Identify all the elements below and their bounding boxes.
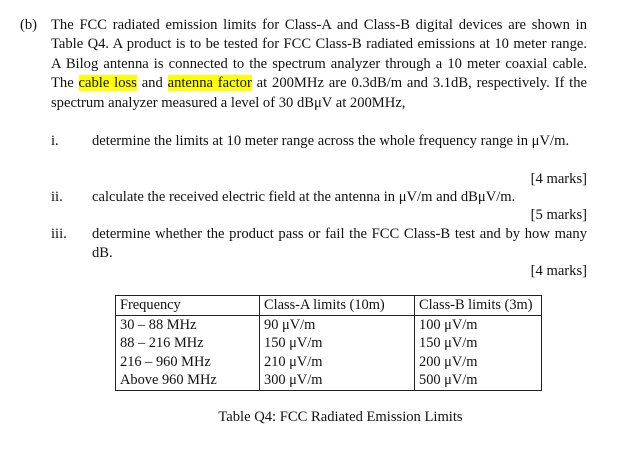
- table-cell: 150 μV/m: [260, 334, 415, 353]
- table-row: [116, 315, 542, 334]
- subquestion-text: determine the limits at 10 meter range across the whole frequency range in μV/m.: [92, 133, 570, 149]
- table-header-cell: Frequency: [116, 296, 260, 316]
- subquestion-number: ii.: [51, 189, 63, 205]
- question-label: (b): [20, 17, 38, 33]
- table-cell: 150 μV/m: [415, 334, 542, 353]
- table-cell: 90 μV/m: [260, 315, 415, 334]
- emission-limits-table: [115, 295, 542, 391]
- subquestion-number: i.: [51, 133, 59, 149]
- table-cell: 216 – 960 MHz: [116, 353, 260, 372]
- highlight-antenna-factor: antenna factor: [167, 75, 252, 92]
- table-header-cell: Class-A limits (10m): [260, 296, 415, 316]
- table-cell: 30 – 88 MHz: [116, 315, 260, 334]
- table-caption: Table Q4: FCC Radiated Emission Limits: [218, 409, 463, 425]
- table-header-row: [116, 296, 542, 316]
- table-cell: 300 μV/m: [260, 371, 415, 390]
- subquestion-text: calculate the received electric field at the antenna in μV/m and dBμV/m.: [92, 189, 516, 205]
- table-cell: 500 μV/m: [415, 371, 542, 390]
- table-header-cell: Class-B limits (3m): [415, 296, 542, 316]
- table-row: [116, 353, 542, 372]
- subquestion-text: determine whether the product pass or fail the FCC Class-B test and by how many dB.: [92, 226, 587, 262]
- table-cell: Above 960 MHz: [116, 371, 260, 390]
- subquestion-number: iii.: [51, 226, 67, 242]
- table-caption-container: [0, 408, 633, 427]
- question-text-end: at 200MHz are 0.3dB/m and 3.1dB, respectively. If the spectrum analyzer measured a level of 30 dBμV at 200MHz,: [51, 75, 587, 111]
- question-text-start: The FCC radiated emission limits for Class-A and Class-B digital devices are shown in Table Q4. A product is to be tested for FCC Class-B radiated emissions at 10 meter range. A Bilog antenna is connected to the spectrum analyzer through a 10 meter coaxial cable. The: [51, 17, 587, 92]
- table-cell: 200 μV/m: [415, 353, 542, 372]
- table-cell: 88 – 216 MHz: [116, 334, 260, 353]
- table-cell: 100 μV/m: [415, 315, 542, 334]
- table-row: [116, 334, 542, 353]
- highlight-cable-loss: cable loss: [78, 75, 137, 92]
- question-text-and: and: [136, 75, 168, 92]
- table-row: [116, 371, 542, 390]
- marks-label: [4 marks]: [530, 171, 587, 187]
- question-paragraph: [51, 16, 587, 113]
- marks-label: [5 marks]: [530, 207, 587, 223]
- table-cell: 210 μV/m: [260, 353, 415, 372]
- marks-label: [4 marks]: [530, 263, 587, 279]
